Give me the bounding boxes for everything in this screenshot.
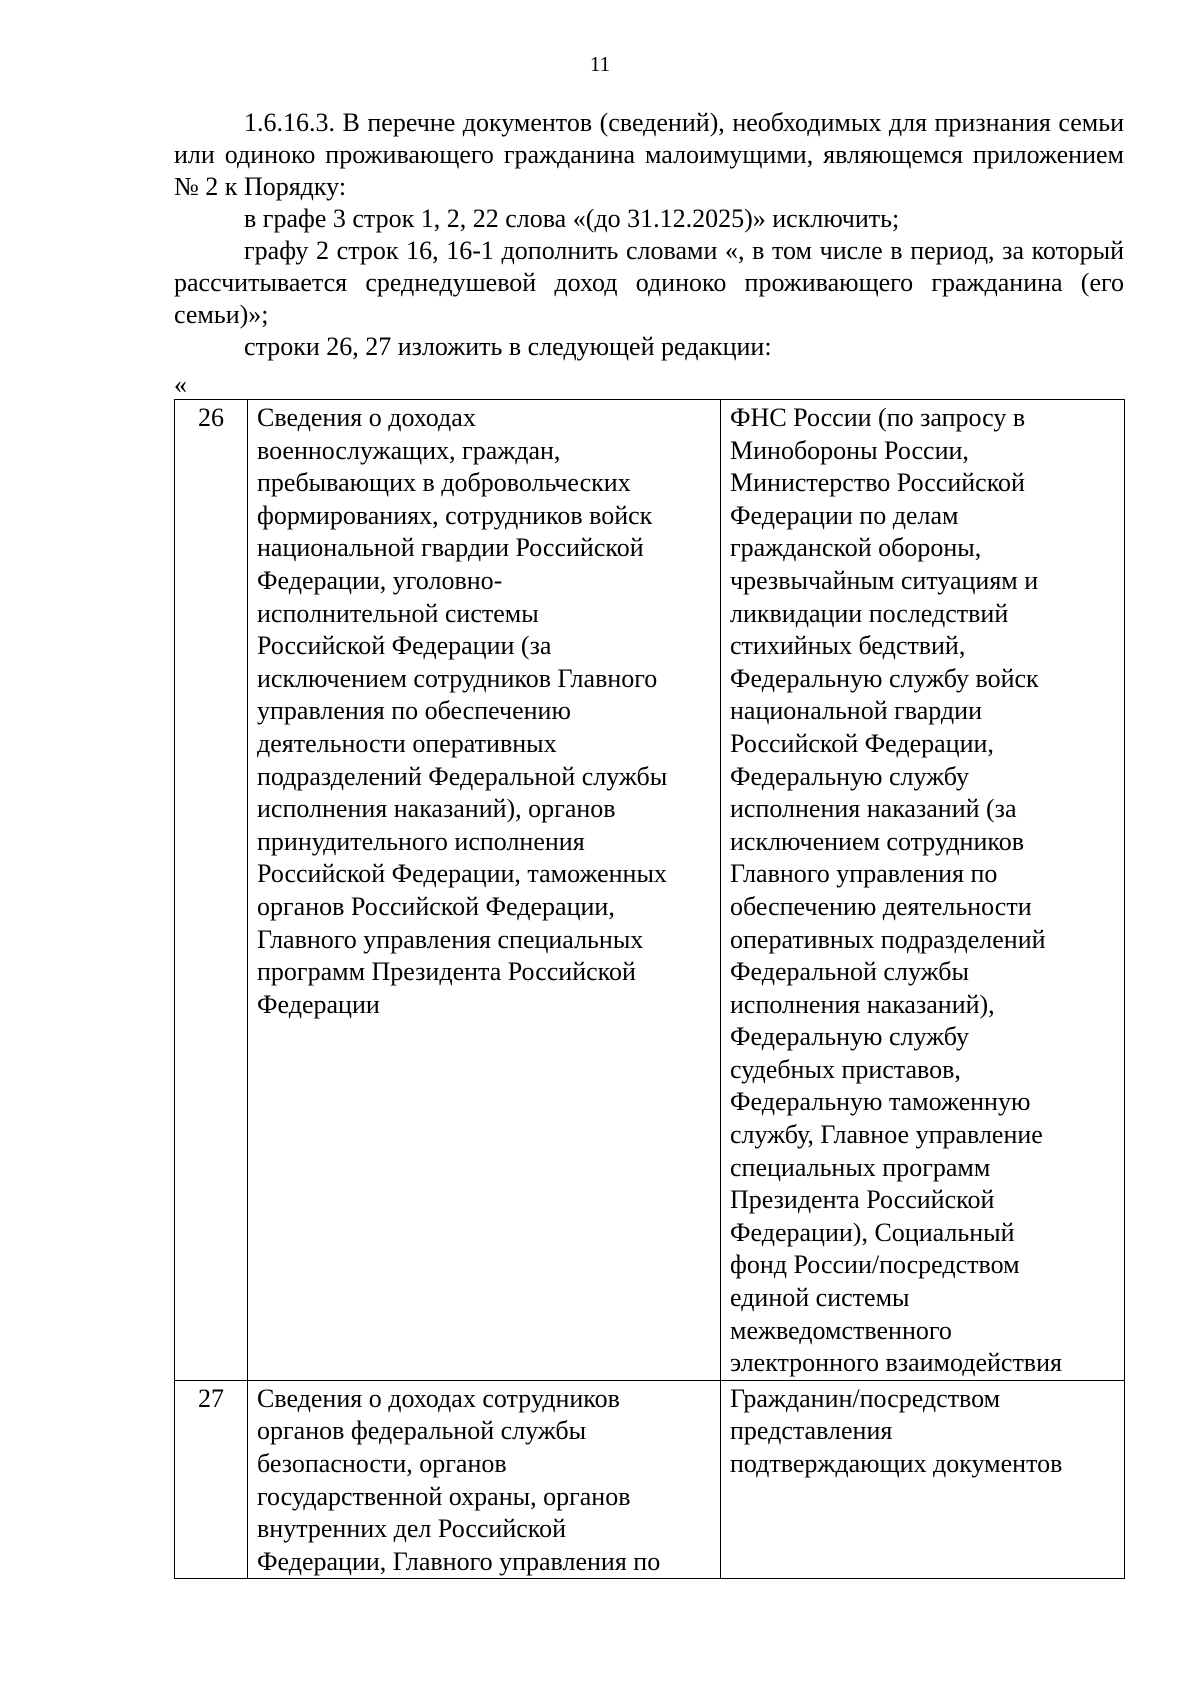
page-number: 11	[589, 52, 611, 76]
paragraph-column-3: в графе 3 строк 1, 2, 22 слова «(до 31.12.2025)» исключить;	[244, 204, 900, 233]
row-number: 26	[175, 400, 248, 1381]
row-source-text: ФНС России (по запросу в Минобороны России, Министерство Российской Федерации по делам гражданской обороны, чрезвычайным ситуациям и ликвидации последствий стихийных бедствий, Федеральную службу войск национальной гвардии Российской Федерации, Федеральную службу исполнения наказаний (за исключением сотрудников Главного управления по обеспечению деятельности оперативных подразделений Федеральной службы исполнения наказаний), Федеральную службу судебных приставов, Федеральную таможенную службу, Главное управление специальных программ Президента Российской Федерации), Социальный фонд России/посредством единой системы межведомственного электронного взаимодействия	[730, 403, 1062, 1378]
row-info-cell	[248, 1380, 721, 1579]
row-number: 27	[175, 1380, 248, 1579]
table-row	[175, 400, 1125, 1381]
row-source-cell	[721, 400, 1125, 1381]
row-info-text: Сведения о доходах военнослужащих, граждан, пребывающих в добровольческих формированиях, сотрудников войск национальной гвардии Российской Федерации, уголовно- исполнительной системы Российской Федерации (за исключением сотрудников Главного управления по обеспечению деятельности оперативных подразделений Федеральной службы исполнения наказаний), органов принудительного исполнения Российской Федерации, таможенных органов Российской Федерации, Главного управления специальных программ Президента Российской Федерации	[257, 403, 668, 1019]
opening-quote: «	[174, 370, 187, 399]
row-info-text: Сведения о доходах сотрудников органов федеральной службы безопасности, органов государственной охраны, органов внутренних дел Российской Федерации, Главного управления по	[257, 1383, 661, 1576]
body-text	[174, 107, 1124, 363]
paragraph-rows-26-27: строки 26, 27 изложить в следующей редакции:	[244, 332, 772, 361]
documents-table	[174, 399, 1125, 1579]
paragraph-amendment-intro: 1.6.16.3. В перечне документов (сведений), необходимых для признания семьи или одиноко проживающего гражданина малоимущими, являющемся приложением № 2 к Порядку:	[174, 108, 1124, 201]
row-source-cell	[721, 1380, 1125, 1579]
paragraph-column-2: графу 2 строк 16, 16-1 дополнить словами «, в том числе в период, за который рассчитывается среднедушевой доход одиноко проживающего гражданина (его семьи)»;	[174, 236, 1124, 329]
row-info-cell	[248, 400, 721, 1381]
table-row	[175, 1380, 1125, 1579]
row-source-text: Гражданин/посредством представления подтверждающих документов	[730, 1383, 1063, 1478]
